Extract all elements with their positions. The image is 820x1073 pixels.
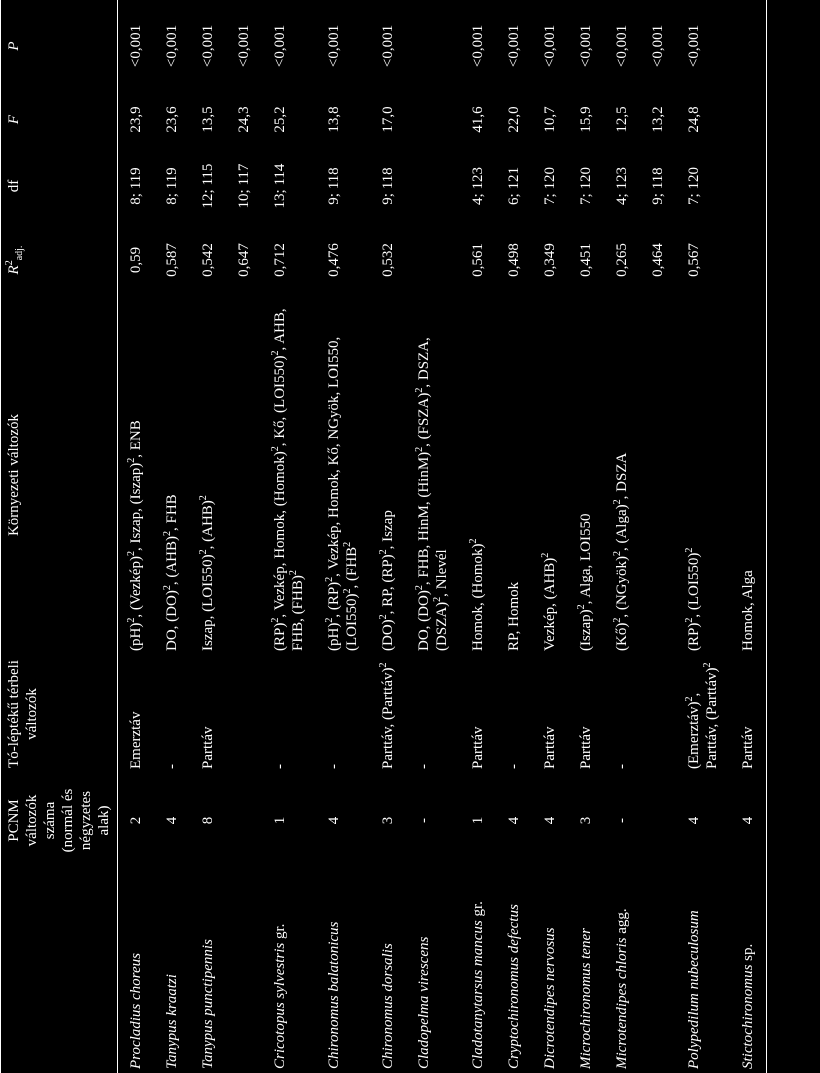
f-value: 25,2 (272, 106, 288, 133)
df-value: 7; 120 (578, 167, 594, 205)
pcnm-count: 4 (542, 816, 558, 825)
r2-adj-value: 0,498 (506, 243, 522, 277)
species-name: Polypedilum nubeculosum (686, 910, 702, 1069)
species-name: Tanypus kraatzi (164, 974, 180, 1069)
lake-scale-vars: - (272, 764, 288, 769)
environmental-vars: RP, Homok (506, 581, 522, 651)
r2-adj-value: 0,587 (164, 243, 180, 277)
f-value: 41,6 (470, 106, 486, 133)
df-value: 9; 118 (380, 167, 396, 205)
f-value: 22,0 (506, 106, 522, 133)
species-name: Cladotanytarsus mancus gr. (470, 901, 486, 1069)
species-name: Cladopelma virescens (416, 936, 432, 1069)
table-body (118, 0, 767, 1073)
p-value: <0,001 (578, 24, 594, 68)
pcnm-count: - (614, 818, 630, 823)
r2-adj-value: 0,476 (326, 243, 342, 277)
table-row (532, 0, 568, 1073)
header-row (1, 0, 118, 1073)
species-name: Chironomus balatonicus (326, 921, 342, 1069)
pcnm-count: 1 (272, 816, 288, 825)
f-value: 13,2 (650, 106, 666, 133)
species-name: Cricotopus sylvestris gr. (272, 923, 288, 1069)
f-value: 23,9 (128, 106, 144, 133)
pcnm-count: 4 (164, 816, 180, 825)
species-name: Stictochironomus sp. (730, 868, 767, 1073)
p-value (730, 0, 767, 92)
pcnm-count: 8 (200, 816, 216, 825)
header-species (1, 868, 118, 1073)
environmental-vars (640, 295, 676, 655)
df-value: 4; 123 (470, 167, 486, 205)
p-value (406, 0, 460, 92)
pcnm-count: 4 (686, 816, 702, 825)
f-value: 24,8 (686, 106, 702, 133)
f-value: 13,8 (326, 106, 342, 133)
r2-adj-value: 0,647 (236, 243, 252, 277)
f-value: 23,6 (164, 106, 180, 133)
environmental-vars: Homok, Alga (730, 295, 767, 655)
p-value: <0,001 (236, 24, 252, 68)
environmental-vars: (Kő)$^2$, (NGyök)$^2$, $(Alga)^2$, DSZA (612, 452, 630, 651)
pcnm-count: - (416, 818, 432, 823)
p-value: <0,001 (542, 24, 558, 68)
pcnm-count: 4 (730, 773, 767, 868)
p-value: <0,001 (128, 24, 144, 68)
df-value: 7; 120 (686, 167, 702, 205)
table-row (730, 0, 767, 1073)
header-p: P (1, 0, 118, 92)
r2-adj-value: 0,542 (200, 243, 216, 277)
r2-adj-value: 0,712 (272, 243, 288, 277)
f-value (406, 92, 460, 147)
df-value: 12; 115 (200, 163, 216, 209)
header-df: df (1, 147, 118, 225)
species-name: Dicrotendipes nervosus (542, 927, 558, 1069)
p-value: <0,001 (326, 24, 342, 68)
table-row (190, 0, 226, 1073)
r2-adj-value: 0,464 (650, 243, 666, 277)
df-value: 8; 119 (164, 167, 180, 205)
environmental-vars: (RP)$^2$, $(LOI550)^2$ (684, 547, 702, 651)
f-value: 24,3 (236, 106, 252, 133)
f-value: 15,9 (578, 106, 594, 133)
environmental-vars: DO, (DO)$^2$, FHB, HinM, (HinM)$^2$, (FSZA)$^2$, DSZA, (DSZA)$^2$, Nlevél (414, 337, 450, 651)
table-row (316, 0, 370, 1073)
r2-adj-value: 0,567 (686, 243, 702, 277)
pcnm-count (640, 773, 676, 868)
df-value (730, 147, 767, 225)
df-value (406, 147, 460, 225)
f-value: 17,0 (380, 106, 396, 133)
lake-scale-vars: (Emerztáv)$^2$, Parttáv, (Parttáv)$^2$ (684, 662, 720, 769)
environmental-vars: DO, (DO)$^2$, (AHB)$^2$, FHB (162, 494, 180, 651)
table-row (406, 0, 460, 1073)
p-value: <0,001 (200, 24, 216, 68)
environmental-vars: (pH)$^2$, (RP)$^2$, Vezkép, Homok, Kő, NGyök, LOI550, $(LOI550)^2$, (FHB$^2$ (324, 336, 360, 651)
lake-scale-vars: Parttáv (542, 726, 558, 769)
lake-scale-vars: - (164, 764, 180, 769)
f-value (730, 92, 767, 147)
pcnm-count: 3 (578, 816, 594, 825)
table-row (118, 0, 155, 1073)
df-value: 9; 118 (650, 167, 666, 205)
lake-scale-vars (226, 655, 262, 773)
r2-adj-value: 0,451 (578, 243, 594, 277)
species-name: Cryptochironomus defectus (506, 904, 522, 1069)
p-value: <0,001 (272, 24, 288, 68)
header-lake-scale: Tó-léptékű térbeli változók (1, 655, 118, 773)
r2-adj-value (406, 225, 460, 295)
lake-scale-vars: Parttáv (578, 726, 594, 769)
environmental-vars: (pH)$^2$, (Vezkép)$^2$, Iszap, (Iszap)$^2$, ENB (126, 420, 144, 651)
pcnm-count (226, 773, 262, 868)
table-row (676, 0, 730, 1073)
r2-adj-value: 0,265 (614, 243, 630, 277)
r2-adj-value: 0,532 (380, 243, 396, 277)
lake-scale-vars: Parttáv (730, 655, 767, 773)
species-name: Chironomus dorsalis (380, 943, 396, 1069)
lake-scale-vars: Parttáv, (Parttáv)$^2$ (378, 662, 396, 769)
table-row (460, 0, 496, 1073)
pcnm-count: 4 (326, 816, 342, 825)
header-r2: $R^2_{adj.}$ (1, 225, 118, 295)
environmental-vars: Vezkép, (AHB)$^2$ (540, 552, 558, 651)
species-name (640, 868, 676, 1073)
f-value: 10,7 (542, 106, 558, 133)
header-environmental: Környezeti változók (1, 295, 118, 655)
lake-scale-vars: - (614, 764, 630, 769)
environmental-vars: (Iszap)$^2$, Alga, LOI550 (576, 513, 594, 651)
species-name: Procladius choreus (128, 953, 144, 1069)
df-value: 6; 121 (506, 167, 522, 205)
df-value: 9; 118 (326, 167, 342, 205)
table-row (226, 0, 262, 1073)
df-value: 13; 114 (272, 163, 288, 209)
environmental-vars: Homok, (Homok)$^2$ (468, 538, 486, 651)
table-row (262, 0, 316, 1073)
lake-scale-vars: Emerztáv (128, 711, 144, 769)
species-name: Microchironomus tener (578, 928, 594, 1069)
pcnm-count: 2 (128, 816, 144, 825)
p-value: <0,001 (650, 24, 666, 68)
species-name: Microtendipes chloris agg. (614, 908, 630, 1069)
pcnm-count: 4 (506, 816, 522, 825)
environmental-vars: (DO)$^2$, RP, (RP)$^2$, Iszap (378, 510, 396, 651)
environmental-vars: (RP)$^2$, Vezkép, Homok, (Homok)$^2$, Kő, $(LOI550)^2$, AHB, FHB, (FHB)$^2$ (270, 308, 306, 651)
p-value: <0,001 (470, 24, 486, 68)
environmental-vars: Iszap, $(LOI550)^2$, (AHB)$^2$ (198, 495, 216, 651)
r2-adj-value: 0,561 (470, 243, 486, 277)
r2-adj-value: 0,59 (128, 246, 144, 274)
r2-adj-value (730, 225, 767, 295)
df-value: 8; 119 (128, 167, 144, 205)
table-row (154, 0, 190, 1073)
table-row (604, 0, 640, 1073)
lake-scale-vars: Parttáv (200, 726, 216, 769)
f-value: 12,5 (614, 106, 630, 133)
p-value: <0,001 (614, 24, 630, 68)
table-row (640, 0, 676, 1073)
p-value: <0,001 (686, 24, 702, 68)
table-row (496, 0, 532, 1073)
df-value: 7; 120 (542, 167, 558, 205)
species-name: Tanypus punctipennis (200, 939, 216, 1069)
p-value: <0,001 (380, 24, 396, 68)
lake-scale-vars: Parttáv (470, 726, 486, 769)
df-value: 4; 123 (614, 167, 630, 205)
r2-adj-value: 0,349 (542, 243, 558, 277)
header-pcnm: PCNM változók száma (normál és négyzetes alak) (1, 773, 118, 868)
table-row (370, 0, 406, 1073)
species-name (226, 868, 262, 1073)
pcnm-count: 3 (380, 816, 396, 825)
lake-scale-vars: - (506, 764, 522, 769)
lake-scale-vars: - (326, 764, 342, 769)
header-f: F (1, 92, 118, 147)
table-row (568, 0, 604, 1073)
p-value: <0,001 (506, 24, 522, 68)
p-value: <0,001 (164, 24, 180, 68)
environmental-vars (226, 295, 262, 655)
df-value: 10; 117 (236, 163, 252, 209)
pcnm-count: 1 (470, 816, 486, 825)
f-value: 13,5 (200, 106, 216, 133)
lake-scale-vars (640, 655, 676, 773)
lake-scale-vars: - (416, 764, 432, 769)
